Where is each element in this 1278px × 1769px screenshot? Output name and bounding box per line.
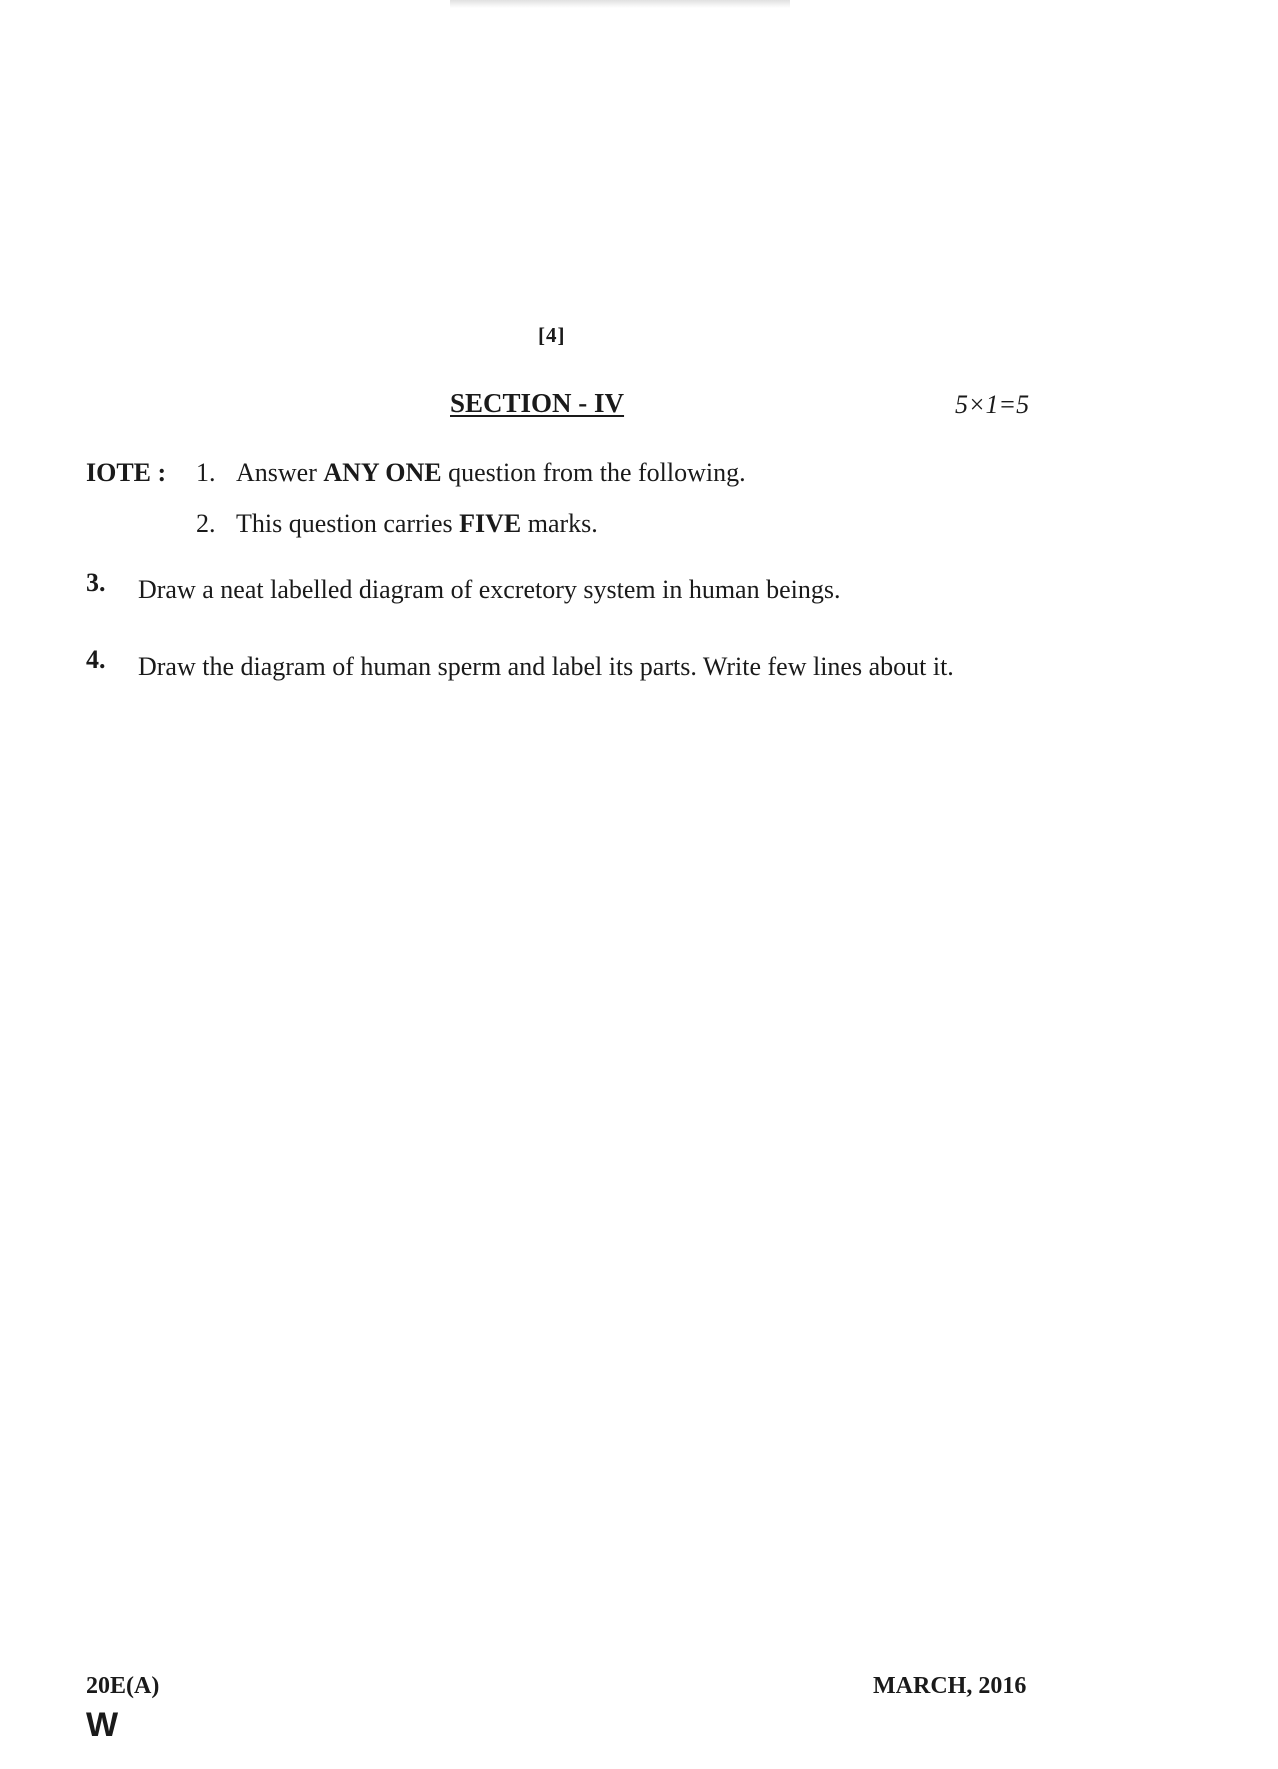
note-item-emphasis: ANY ONE (323, 458, 442, 487)
question-item (86, 568, 986, 611)
note-item-number: 2. (196, 509, 216, 538)
w-mark: W (86, 1706, 119, 1744)
question-number: 4. (86, 645, 106, 674)
note-item-text: question from the following. (441, 458, 746, 487)
note-item-emphasis: FIVE (459, 509, 522, 538)
page-number: [4] (538, 323, 566, 347)
note-item (196, 458, 746, 488)
note-item-number: 1. (196, 458, 216, 487)
note-item (196, 509, 598, 539)
paper-code: 20E(A) (86, 1673, 160, 1699)
scan-smudge (450, 0, 790, 8)
note-label: IOTE : (86, 458, 167, 487)
note-item-text: marks. (521, 509, 598, 538)
exam-date: MARCH, 2016 (873, 1673, 1027, 1699)
section-title: SECTION - IV (450, 388, 625, 418)
note-item-text: This question carries (236, 509, 460, 538)
section-marks: 5×1=5 (955, 390, 1030, 419)
question-number: 3. (86, 568, 106, 597)
note-item-text: Answer (236, 458, 324, 487)
question-item (86, 645, 986, 688)
question-text: Draw a neat labelled diagram of excretory system in human beings. (138, 575, 841, 604)
question-text: Draw the diagram of human sperm and label its parts. Write few lines about it. (138, 652, 954, 681)
